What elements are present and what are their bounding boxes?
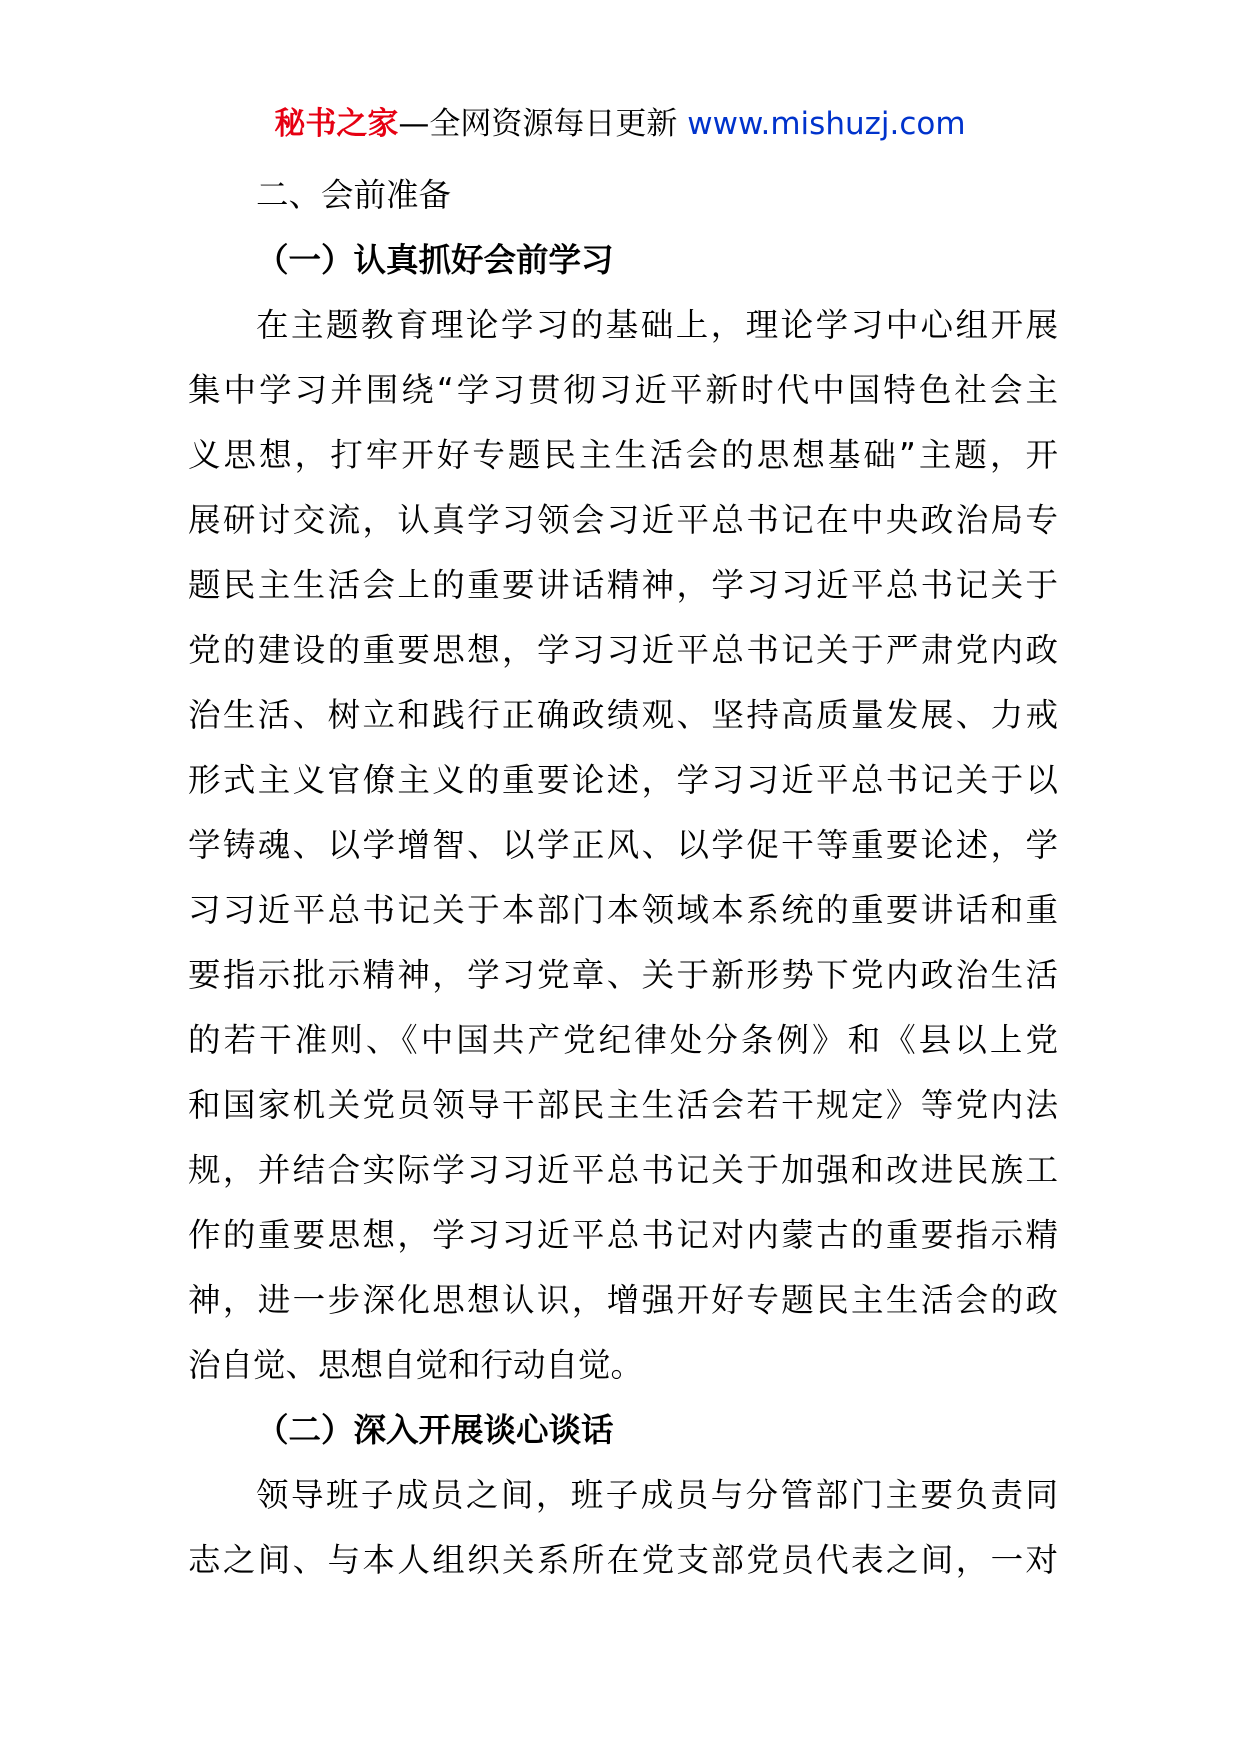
page-header <box>0 100 1240 148</box>
header-brand: 秘书之家 <box>274 106 399 142</box>
section-title: 二、会前准备 <box>256 176 452 214</box>
paragraph-line: 在主题教育理论学习的基础上，理论学习中心组开展 <box>256 306 1058 344</box>
paragraph-line: 规，并结合实际学习习近平总书记关于加强和改进民族工 <box>188 1151 1058 1189</box>
paragraph-line: 的若干准则、《中国共产党纪律处分条例》和《县以上党 <box>188 1021 1058 1059</box>
paragraph-line: 学铸魂、以学增智、以学正风、以学促干等重要论述，学 <box>188 826 1058 864</box>
paragraph-line: 习习近平总书记关于本部门本领域本系统的重要讲话和重 <box>188 891 1058 929</box>
paragraph-line: 集中学习并围绕“学习贯彻习近平新时代中国特色社会主 <box>188 371 1058 409</box>
paragraph-line: 形式主义官僚主义的重要论述，学习习近平总书记关于以 <box>188 761 1058 799</box>
paragraph-line: 要指示批示精神，学习党章、关于新形势下党内政治生活 <box>188 956 1058 994</box>
paragraph-line: 展研讨交流，认真学习领会习近平总书记在中央政治局专 <box>188 501 1058 539</box>
paragraph-line: 题民主生活会上的重要讲话精神，学习习近平总书记关于 <box>188 566 1058 604</box>
paragraph-line: 治生活、树立和践行正确政绩观、坚持高质量发展、力戒 <box>188 696 1058 734</box>
paragraph-line: 神，进一步深化思想认识，增强开好专题民主生活会的政 <box>188 1281 1058 1319</box>
document-body <box>188 163 1058 1593</box>
paragraph-line: 领导班子成员之间，班子成员与分管部门主要负责同 <box>256 1476 1058 1514</box>
paragraph-line: 治自觉、思想自觉和行动自觉。 <box>188 1346 644 1384</box>
header-tagline: —全网资源每日更新 <box>398 106 688 142</box>
paragraph-line: 作的重要思想，学习习近平总书记对内蒙古的重要指示精 <box>188 1216 1058 1254</box>
subsection-title-2: （二）深入开展谈心谈话 <box>256 1411 614 1449</box>
subsection-title-1: （一）认真抓好会前学习 <box>256 241 614 279</box>
header-url-link[interactable]: www.mishuzj.com <box>687 106 966 142</box>
paragraph-line: 党的建设的重要思想，学习习近平总书记关于严肃党内政 <box>188 631 1058 669</box>
paragraph-line: 和国家机关党员领导干部民主生活会若干规定》等党内法 <box>188 1086 1058 1124</box>
paragraph-line: 志之间、与本人组织关系所在党支部党员代表之间，一对 <box>188 1541 1058 1579</box>
paragraph-line: 义思想，打牢开好专题民主生活会的思想基础”主题，开 <box>188 436 1058 474</box>
